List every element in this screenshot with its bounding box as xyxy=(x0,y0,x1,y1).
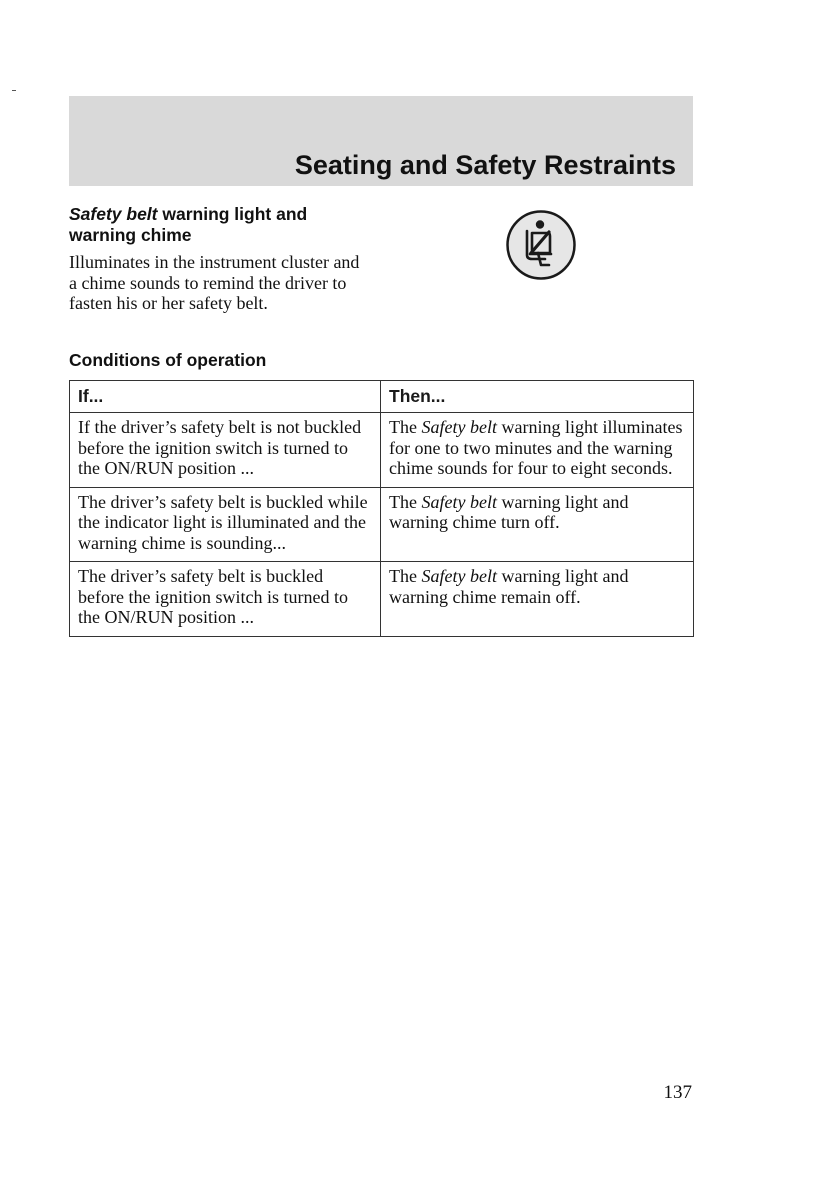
column-header-if: If... xyxy=(70,381,381,413)
conditions-table xyxy=(69,380,694,637)
intro-text: Illuminates in the instrument cluster and a chime sounds to remind the driver to fasten his or her safety belt. xyxy=(69,252,360,313)
table-row xyxy=(70,413,694,488)
page-number: 137 xyxy=(663,1082,692,1103)
section-heading-italic: Safety belt xyxy=(69,204,158,224)
corner-mark xyxy=(12,90,16,91)
result-text-pre: The xyxy=(389,491,422,512)
result-text-pre: The xyxy=(389,417,422,437)
result-text-pre: The xyxy=(389,566,422,586)
condition-cell: The driver’s safety belt is buckled while the indicator light is illuminated and the warning chime is sounding... xyxy=(70,487,381,562)
result-cell xyxy=(381,413,694,488)
table-row xyxy=(70,562,694,637)
condition-cell: If the driver’s safety belt is not buckled before the ignition switch is turned to the ON/RUN position ... xyxy=(70,413,381,488)
section-heading-rest: warning light and warning chime xyxy=(69,204,308,245)
chapter-title: Seating and Safety Restraints xyxy=(294,150,676,180)
table-header-row xyxy=(70,381,694,413)
conditions-heading: Conditions of operation xyxy=(69,350,267,370)
seat-belt-warning-icon xyxy=(505,209,577,281)
result-text-italic: Safety belt xyxy=(421,566,497,586)
chapter-header xyxy=(69,96,693,186)
result-cell xyxy=(381,562,694,637)
result-text-post: warning light and warning chime remain off. xyxy=(389,566,629,607)
result-text-post: warning light and warning chime turn off. xyxy=(389,491,629,532)
result-cell xyxy=(381,487,694,562)
table-row xyxy=(70,487,694,562)
result-text-italic: Safety belt xyxy=(421,491,497,512)
result-text-italic: Safety belt xyxy=(421,417,497,437)
section-heading xyxy=(69,204,369,246)
column-header-then: Then... xyxy=(381,381,694,413)
condition-cell: The driver’s safety belt is buckled before the ignition switch is turned to the ON/RUN position ... xyxy=(70,562,381,637)
result-text-post: warning light illuminates for one to two minutes and the warning chime sounds for four to eight seconds. xyxy=(389,417,683,478)
